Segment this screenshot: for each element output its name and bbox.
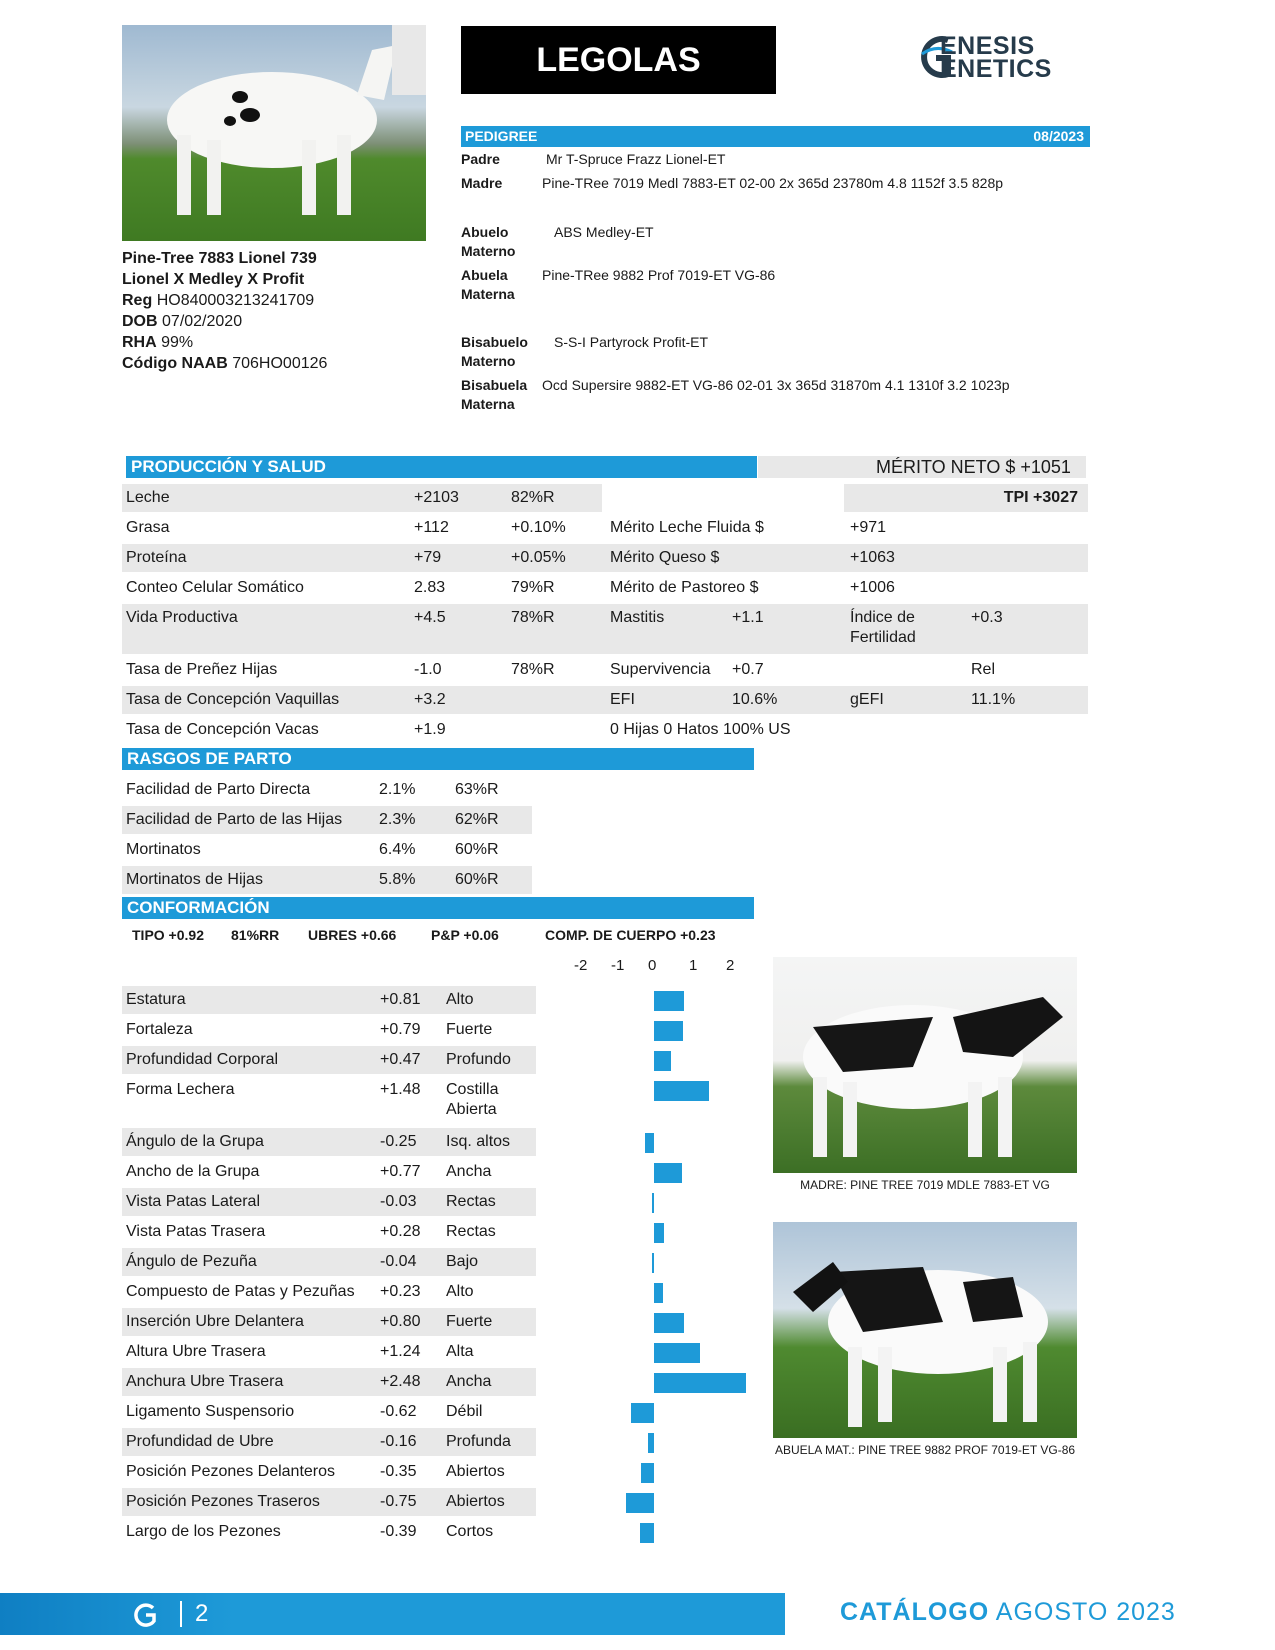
conformation-description: Rectas xyxy=(446,1223,496,1240)
naab-value: 706HO00126 xyxy=(232,355,328,372)
merit-label: Mérito de Pastoreo $ xyxy=(610,579,759,596)
conformation-bar xyxy=(648,1433,654,1453)
conformation-value: -0.35 xyxy=(380,1463,417,1480)
conformation-label: Profundidad Corporal xyxy=(126,1051,279,1068)
conformation-label: Vista Patas Lateral xyxy=(126,1193,261,1210)
conformation-summary-item: 81%RR xyxy=(231,927,280,943)
pedigree-value: Mr T-Spruce Frazz Lionel-ET xyxy=(546,151,726,167)
conformation-description: Profundo xyxy=(446,1051,511,1068)
conformation-value: +0.47 xyxy=(380,1051,421,1068)
granddam-caption: ABUELA MAT.: PINE TREE 9882 PROF 7019-ET VG-86 xyxy=(774,1443,1076,1457)
merit-value: +1006 xyxy=(850,579,895,596)
conformation-description: Fuerte xyxy=(446,1021,493,1038)
merit-value: +1.1 xyxy=(732,609,764,626)
axis-tick-label: -2 xyxy=(574,957,588,974)
conformation-bar xyxy=(652,1253,654,1273)
calving-label: Mortinatos de Hijas xyxy=(126,871,263,888)
conformation-value: -0.16 xyxy=(380,1433,417,1450)
merit-label: 0 Hijas 0 Hatos 100% US xyxy=(610,721,791,738)
production-row xyxy=(122,656,1088,684)
pedigree-header xyxy=(461,126,1090,147)
conformation-label: Estatura xyxy=(126,991,186,1008)
calving-row xyxy=(122,776,532,804)
production-label: Leche xyxy=(126,489,170,506)
conformation-description: Alta xyxy=(446,1343,474,1360)
conformation-bar xyxy=(640,1523,654,1543)
calving-reliability: 60%R xyxy=(455,841,499,858)
production-value: +112 xyxy=(414,519,449,536)
conformation-label: Forma Lechera xyxy=(126,1081,235,1098)
conformation-row xyxy=(122,1368,536,1396)
conformation-bar xyxy=(654,1223,664,1243)
production-row xyxy=(122,514,1088,542)
conformation-row xyxy=(122,1428,536,1456)
conformation-bar xyxy=(631,1403,654,1423)
trait-value: 11.1% xyxy=(971,691,1016,708)
pedigree-row xyxy=(461,333,1081,373)
calving-label: Mortinatos xyxy=(126,841,201,858)
conformation-bar xyxy=(654,1313,684,1333)
calving-reliability: 60%R xyxy=(455,871,499,888)
footer-divider xyxy=(180,1601,182,1627)
calving-value: 6.4% xyxy=(379,841,416,858)
dob-value: 07/02/2020 xyxy=(162,313,243,330)
trait-value: +0.3 xyxy=(971,609,1003,626)
conformation-description: Ancha xyxy=(446,1163,492,1180)
footer-bar xyxy=(0,1593,785,1635)
calving-value: 5.8% xyxy=(379,871,416,888)
merit-value: +0.7 xyxy=(732,661,764,678)
merit-label: Mérito Leche Fluida $ xyxy=(610,519,764,536)
conformation-description: Fuerte xyxy=(446,1313,493,1330)
row-bg xyxy=(122,544,1088,572)
conformation-row xyxy=(122,1076,536,1126)
production-reliability: 78%R xyxy=(511,661,555,678)
conformation-row xyxy=(122,1046,536,1074)
calving-row xyxy=(122,806,532,834)
conformation-value: -0.03 xyxy=(380,1193,417,1210)
pedigree-date: 08/2023 xyxy=(1033,128,1084,144)
conformation-value: +0.79 xyxy=(380,1021,421,1038)
footer-g-icon xyxy=(133,1603,159,1627)
production-value: 2.83 xyxy=(414,579,446,596)
conformation-value: +2.48 xyxy=(380,1373,421,1390)
merit-label: Supervivencia xyxy=(610,661,711,678)
calving-reliability: 63%R xyxy=(455,781,499,798)
conformation-label: Altura Ubre Trasera xyxy=(126,1343,266,1360)
production-row xyxy=(122,484,1088,512)
conformation-summary-item: UBRES +0.66 xyxy=(308,927,397,943)
pedigree-value: Ocd Supersire 9882-ET VG-86 02-01 3x 365d 31870m 4.1 1310f 3.2 1023p xyxy=(542,377,1010,393)
conformation-bar xyxy=(654,1081,709,1101)
production-value: +2103 xyxy=(414,489,459,506)
calving-label: Facilidad de Parto de las Hijas xyxy=(126,811,343,828)
axis-tick-label: -1 xyxy=(611,957,625,974)
pedigree-row xyxy=(461,376,1081,416)
naab-label: Código NAAB xyxy=(122,355,228,372)
axis-tick-label: 1 xyxy=(689,957,698,974)
conformation-description: Profunda xyxy=(446,1433,511,1450)
conformation-value: -0.62 xyxy=(380,1403,417,1420)
conformation-description: Alto xyxy=(446,1283,474,1300)
conformation-value: +0.81 xyxy=(380,991,421,1008)
production-row xyxy=(122,574,1088,602)
conformation-description: Alto xyxy=(446,991,474,1008)
merit-label: EFI xyxy=(610,691,635,708)
trait-value: Rel xyxy=(971,661,996,678)
production-value: +3.2 xyxy=(414,691,446,708)
production-value: +4.5 xyxy=(414,609,446,626)
calving-value: 2.1% xyxy=(379,781,416,798)
merit-value: +1063 xyxy=(850,549,895,566)
catalog-title-rest: AGOSTO 2023 xyxy=(995,1598,1176,1626)
bull-name-title: LEGOLAS xyxy=(461,26,776,94)
conformation-summary-item: COMP. DE CUERPO +0.23 xyxy=(545,927,716,943)
conformation-row xyxy=(122,1128,536,1156)
pedigree-value: S-S-I Partyrock Profit-ET xyxy=(554,334,709,350)
trait-label: gEFI xyxy=(850,691,884,708)
conformation-bar xyxy=(654,1373,746,1393)
genesis-genetics-logo xyxy=(918,32,1078,84)
bull-info xyxy=(122,248,327,374)
production-label: Conteo Celular Somático xyxy=(126,579,304,596)
conformation-row xyxy=(122,1158,536,1186)
conformation-bar xyxy=(654,1163,682,1183)
conformation-value: -0.25 xyxy=(380,1133,417,1150)
merit-value: 10.6% xyxy=(732,691,778,708)
production-row xyxy=(122,544,1088,572)
conformation-description: Isq. altos xyxy=(446,1133,511,1150)
merito-neto: MÉRITO NETO $ +1051 xyxy=(876,457,1071,477)
conformation-value: +0.80 xyxy=(380,1313,421,1330)
conformation-description: Abiertos xyxy=(446,1463,505,1480)
conformation-bar xyxy=(654,991,684,1011)
bull-registered-name: Pine-Tree 7883 Lionel 739 xyxy=(122,250,317,267)
conformation-summary-item: TIPO +0.92 xyxy=(132,927,204,943)
pedigree-row xyxy=(461,223,1081,263)
production-label: Grasa xyxy=(126,519,170,536)
production-row xyxy=(122,686,1088,714)
bull-photo xyxy=(122,25,426,241)
conformation-label: Posición Pezones Delanteros xyxy=(126,1463,336,1480)
dam-photo xyxy=(773,957,1077,1173)
conformation-bar xyxy=(654,1021,683,1041)
conformation-value: +0.23 xyxy=(380,1283,421,1300)
conformation-label: Fortaleza xyxy=(126,1021,193,1038)
conformation-label: Compuesto de Patas y Pezuñas xyxy=(126,1283,355,1300)
production-reliability: 79%R xyxy=(511,579,555,596)
pedigree-title: PEDIGREE xyxy=(465,128,538,144)
dam-caption: MADRE: PINE TREE 7019 MDLE 7883-ET VG xyxy=(800,1178,1050,1192)
reg-label: Reg xyxy=(122,292,153,309)
production-value: +1.9 xyxy=(414,721,446,738)
conformation-value: -0.04 xyxy=(380,1253,417,1270)
conformation-bar xyxy=(641,1463,654,1483)
production-label: Vida Productiva xyxy=(126,609,238,626)
conformation-row xyxy=(122,1308,536,1336)
conformation-label: Ángulo de Pezuña xyxy=(126,1253,257,1270)
conformation-row xyxy=(122,1218,536,1246)
logo-line2: ENETICS xyxy=(940,55,1052,83)
conformation-label: Inserción Ubre Delantera xyxy=(126,1313,304,1330)
conformation-description: Costilla Abierta xyxy=(446,1081,499,1118)
rha-value: 99% xyxy=(161,334,194,351)
conformation-value: +1.48 xyxy=(380,1081,421,1098)
page-number: 2 xyxy=(195,1600,209,1627)
conformation-bar xyxy=(645,1133,654,1153)
production-reliability: +0.05% xyxy=(511,549,566,566)
calving-row xyxy=(122,866,532,894)
conformation-row xyxy=(122,1278,536,1306)
production-label: Proteína xyxy=(126,549,187,566)
production-value: -1.0 xyxy=(414,661,442,678)
pedigree-label: Abuela Materna xyxy=(461,267,515,302)
conformation-label: Ángulo de la Grupa xyxy=(126,1133,264,1150)
merito-neto-box xyxy=(758,456,1086,478)
conformation-row xyxy=(122,1458,536,1486)
conformation-value: -0.75 xyxy=(380,1493,417,1510)
production-value: +79 xyxy=(414,549,442,566)
calving-value: 2.3% xyxy=(379,811,416,828)
merit-label: Mérito Queso $ xyxy=(610,549,720,566)
conformation-bar xyxy=(652,1193,654,1213)
production-header: PRODUCCIÓN Y SALUD xyxy=(126,456,757,478)
conformation-bar xyxy=(626,1493,654,1513)
calving-row xyxy=(122,836,532,864)
pedigree-value: ABS Medley-ET xyxy=(554,224,654,240)
dob-label: DOB xyxy=(122,313,158,330)
conformation-label: Ligamento Suspensorio xyxy=(126,1403,295,1420)
calving-header: RASGOS DE PARTO xyxy=(122,748,754,770)
merit-label: Mastitis xyxy=(610,609,665,626)
pedigree-row xyxy=(461,266,1081,306)
conformation-row xyxy=(122,1518,536,1546)
production-reliability: 82%R xyxy=(511,489,555,506)
pedigree-label: Padre xyxy=(461,151,500,167)
conformation-description: Bajo xyxy=(446,1253,479,1270)
pedigree-label: Madre xyxy=(461,175,503,191)
merit-value: +971 xyxy=(850,519,887,536)
production-label: Tasa de Concepción Vaquillas xyxy=(126,691,340,708)
calving-label: Facilidad de Parto Directa xyxy=(126,781,311,798)
conformation-label: Ancho de la Grupa xyxy=(126,1163,260,1180)
conformation-bar xyxy=(654,1283,663,1303)
conformation-summary-item: P&P +0.06 xyxy=(431,927,499,943)
conformation-description: Cortos xyxy=(446,1523,494,1540)
catalog-title-bold: CATÁLOGO xyxy=(840,1598,990,1626)
conformation-value: +0.77 xyxy=(380,1163,421,1180)
conformation-label: Anchura Ubre Trasera xyxy=(126,1373,284,1390)
rha-label: RHA xyxy=(122,334,157,351)
pedigree-label: Bisabuelo Materno xyxy=(461,334,528,369)
conformation-label: Vista Patas Trasera xyxy=(126,1223,266,1240)
pedigree-label: Abuelo Materno xyxy=(461,224,516,259)
conformation-row xyxy=(122,1398,536,1426)
conformation-header: CONFORMACIÓN xyxy=(122,897,754,919)
pedigree-label: Bisabuela Materna xyxy=(461,377,528,412)
tpi-value: TPI +3027 xyxy=(1003,489,1078,506)
conformation-row xyxy=(122,1248,536,1276)
axis-tick-label: 2 xyxy=(726,957,735,974)
production-reliability: 78%R xyxy=(511,609,555,626)
pedigree-row xyxy=(461,174,1081,214)
reg-value: HO840003213241709 xyxy=(156,292,315,309)
production-row xyxy=(122,604,1088,654)
conformation-value: +1.24 xyxy=(380,1343,421,1360)
conformation-row xyxy=(122,1338,536,1366)
calving-reliability: 62%R xyxy=(455,811,499,828)
conformation-description: Débil xyxy=(446,1403,483,1420)
conformation-description: Ancha xyxy=(446,1373,492,1390)
granddam-photo xyxy=(773,1222,1077,1438)
conformation-description: Abiertos xyxy=(446,1493,505,1510)
pedigree-value: Pine-TRee 9882 Prof 7019-ET VG-86 xyxy=(542,267,776,283)
conformation-label: Largo de los Pezones xyxy=(126,1523,281,1540)
production-label: Tasa de Concepción Vacas xyxy=(126,721,319,738)
conformation-value: -0.39 xyxy=(380,1523,417,1540)
pedigree-value: Pine-TRee 7019 Medl 7883-ET 02-00 2x 365d 23780m 4.8 1152f 3.5 828p xyxy=(542,175,1004,191)
conformation-bar xyxy=(654,1343,700,1363)
conformation-row xyxy=(122,1488,536,1516)
catalog-title xyxy=(840,1598,1176,1627)
conformation-row xyxy=(122,1188,536,1216)
conformation-description: Rectas xyxy=(446,1193,496,1210)
conformation-value: +0.28 xyxy=(380,1223,421,1240)
production-reliability: +0.10% xyxy=(511,519,566,536)
production-row xyxy=(122,716,1088,744)
conformation-bar xyxy=(654,1051,671,1071)
conformation-label: Posición Pezones Traseros xyxy=(126,1493,320,1510)
axis-tick-label: 0 xyxy=(648,957,657,974)
trait-label: Índice de Fertilidad xyxy=(850,609,916,646)
conformation-label: Profundidad de Ubre xyxy=(126,1433,274,1450)
conformation-row xyxy=(122,986,536,1014)
production-label: Tasa de Preñez Hijas xyxy=(126,661,278,678)
logo-line1: ENESIS xyxy=(940,32,1035,60)
conformation-row xyxy=(122,1016,536,1044)
bull-pedigree-short: Lionel X Medley X Profit xyxy=(122,271,305,288)
